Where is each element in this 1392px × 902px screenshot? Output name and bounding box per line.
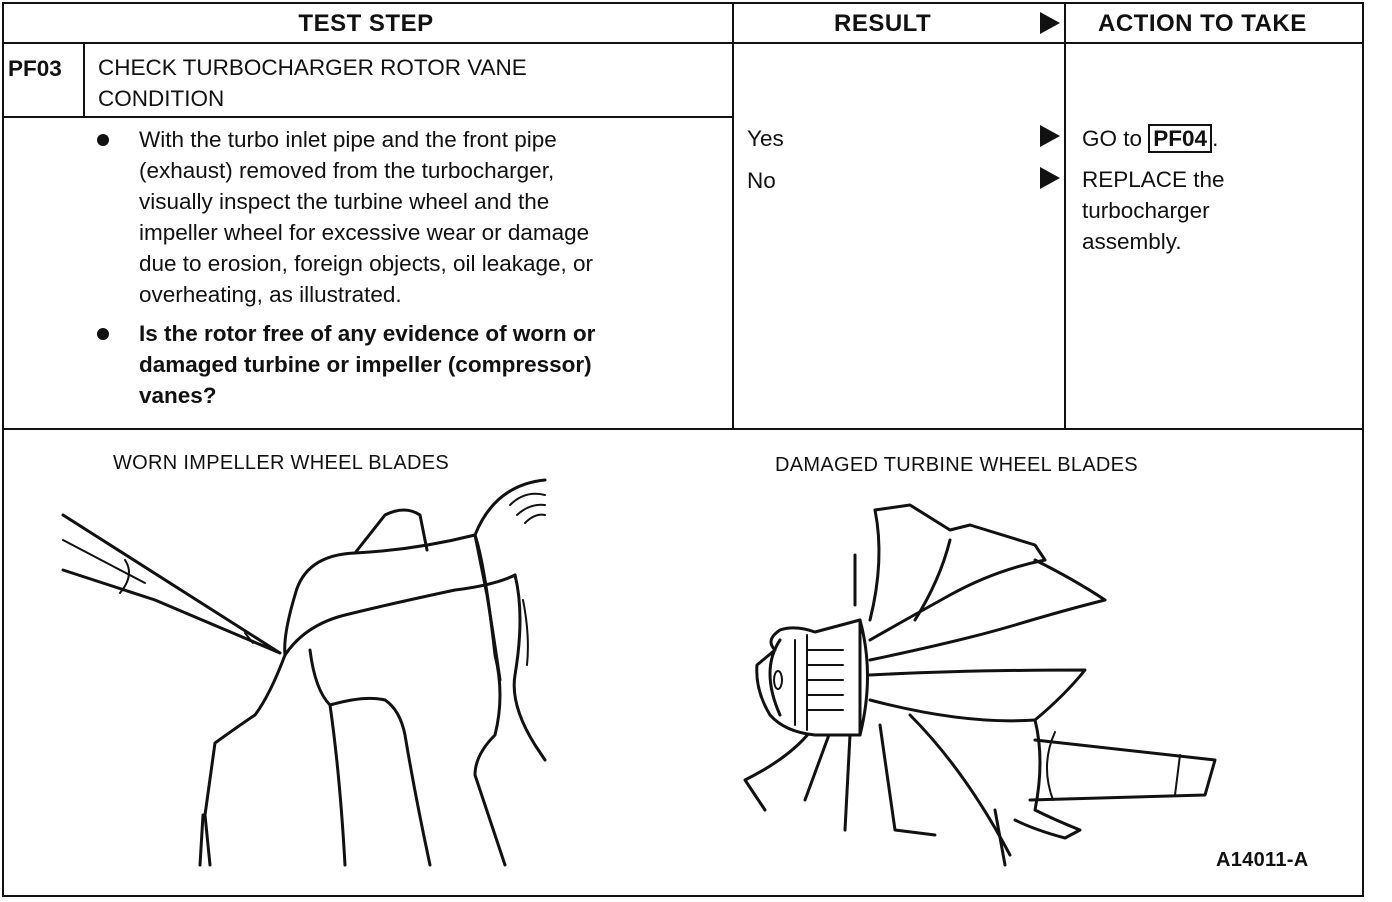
header-action: ACTION TO TAKE bbox=[1098, 10, 1307, 37]
action-no-line: REPLACE the bbox=[1082, 167, 1225, 192]
bullet-instruction bbox=[139, 124, 593, 310]
step-id: PF03 bbox=[8, 56, 62, 81]
damaged-turbine-illustration bbox=[735, 500, 1225, 870]
bullet-icon bbox=[97, 134, 109, 146]
result-no: No bbox=[747, 168, 776, 193]
instruction-line: With the turbo inlet pipe and the front pipe bbox=[139, 127, 557, 152]
question-line: Is the rotor free of any evidence of worn or bbox=[139, 321, 596, 346]
action-no bbox=[1082, 164, 1225, 257]
action-column-divider bbox=[1064, 2, 1066, 429]
result-column-divider bbox=[732, 2, 734, 429]
illustration-divider bbox=[2, 428, 1364, 430]
header-test-step: TEST STEP bbox=[298, 10, 434, 37]
action-yes-prefix: GO to bbox=[1082, 126, 1143, 151]
header-divider bbox=[2, 42, 1364, 44]
caption-damaged-turbine: DAMAGED TURBINE WHEEL BLADES bbox=[775, 454, 1138, 476]
instruction-line: visually inspect the turbine wheel and the bbox=[139, 189, 550, 214]
instruction-line: impeller wheel for excessive wear or damage bbox=[139, 220, 590, 245]
action-yes bbox=[1082, 123, 1218, 154]
step-title-line2: CONDITION bbox=[98, 86, 225, 111]
instruction-line: overheating, as illustrated. bbox=[139, 282, 402, 307]
step-id-divider bbox=[83, 42, 85, 117]
worn-impeller-illustration bbox=[55, 475, 555, 875]
bullet-question bbox=[139, 318, 595, 411]
action-no-line: assembly. bbox=[1082, 229, 1182, 254]
question-line: damaged turbine or impeller (compressor) bbox=[139, 352, 592, 377]
question-line: vanes? bbox=[139, 383, 217, 408]
header-result: RESULT bbox=[834, 10, 932, 37]
result-yes: Yes bbox=[747, 126, 784, 151]
instruction-line: due to erosion, foreign objects, oil leakage, or bbox=[139, 251, 594, 276]
title-divider bbox=[2, 116, 734, 118]
instruction-line: (exhaust) removed from the turbocharger, bbox=[139, 158, 555, 183]
action-yes-suffix: . bbox=[1212, 126, 1219, 151]
caption-worn-impeller: WORN IMPELLER WHEEL BLADES bbox=[113, 452, 450, 474]
header-arrow-icon bbox=[1040, 12, 1060, 34]
no-arrow-icon bbox=[1040, 167, 1060, 189]
step-title-line1: CHECK TURBOCHARGER ROTOR VANE bbox=[98, 55, 527, 80]
action-no-line: turbocharger bbox=[1082, 198, 1210, 223]
step-reference-link[interactable]: PF04 bbox=[1148, 124, 1212, 153]
bullet-icon bbox=[97, 328, 109, 340]
figure-id: A14011-A bbox=[1216, 849, 1309, 871]
yes-arrow-icon bbox=[1040, 125, 1060, 147]
